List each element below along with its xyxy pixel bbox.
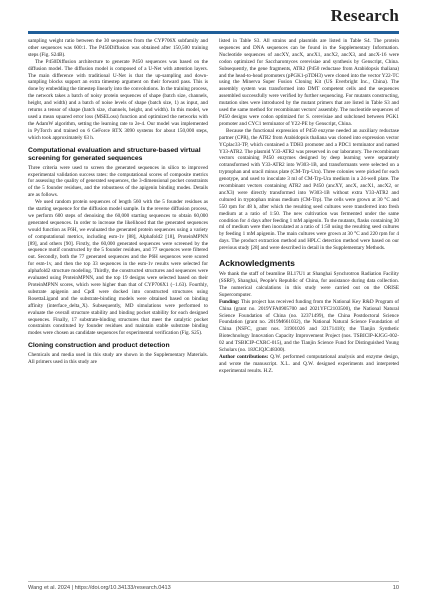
funding-label: Funding: xyxy=(219,298,240,305)
journal-name: Research xyxy=(330,6,399,25)
footer-citation[interactable]: Wang et al. 2024 | https://doi.org/10.34133/research.0413 xyxy=(28,585,171,591)
contributions-label: Author contributions: xyxy=(219,353,269,360)
paragraph: Chemicals and media used in this study are shown in the Supplementary Materials. All primers used in this study are xyxy=(28,352,208,366)
section-heading: Computational evaluation and structure-based virtual screening for generated sequences xyxy=(28,146,201,162)
acknowledgments-heading: Acknowledgments xyxy=(219,258,295,269)
paragraph: listed in Table S3. All strains and plasmids are listed in Table S4. The protein sequences and DNA sequences can be found in the Supplementary Information. Nucleotide sequences of ancXY, ancX, ancX1, ancX2, ancX3, and ancX-16 were codon optimized for Saccharomyces cerevisiae and synthesis by Genscript, China. Subsequently, the gene fragments, ATR2 (P450 reductase from Arabidopsis thaliana) and the head-to-head promoters (pPGK1-pTDH3) were cloned into the vector Y22-TC using the Minerva Super Fusion Cloning Kit (US Everbright Inc., China). The assembly system was transformed into DMT competent cells and the sequences assembled successfully were verified by further sequencing. For mutants constructing, mutation sites were introduced by the mutant primers that are listed in Table S3 and used the same method for recombinant vectors' assembly. The nucleotide sequences of P450 designs were codon optimized for S. cerevisiae and subcloned between PGK1 promoter and CYC1 terminator of Y22-PE by Genscript, China. xyxy=(219,38,399,127)
paragraph: Because the functional expression of P450 enzyme needed an auxiliary reductase partner (CPR), the ATR2 from Arabidopsis thaliana was cloned into expression vector YCplac33-TP, which contained a TDH3 promoter and a PDC1 terminator and named Y33-ATR2. The plasmid Y33-ATR2 was preserved in our laboratory. The recombinant vectors containing P450 enzymes designed by deep learning were separately cotransformed with Y33-ATR2 into W303-1B, and transformants were selected on a tryptophan and uracil minus plate (CM-Trp-Ura). Three colonies were picked for each genotype, and used to inoculate 3 ml of CM-Trp-Ura medium in a 24-well plate. The recombinant vectors containing ATR2 and P450 (ancXY, ancX, ancX1, ancX2, or ancX3) were directly transformed into W303-1B without extra Y33-ATR2 and cultured in tryptophan minus medium (CM-Trp). The cells were grown at 30 °C and 550 rpm for 48 h, after which the resulting seed cultures were transferred into fresh medium at a ratio of 1:50. The new cultivation was fermented under the same condition for 4 days after feeding 1 mM apigenin. To the mutants, flasks containing 30 ml of medium were then inoculated at a ratio of 1:50 using the resulting seed cultures by feeding 1 mM apigenin. The main cultures were grown at 30 °C and 220 rpm for 4 days. The product extraction method and HPLC detection method were based on our previous study [28] and were described in detail in the Supplementary Methods. xyxy=(219,127,399,252)
left-column xyxy=(28,38,208,366)
header-rule xyxy=(28,31,399,34)
paragraph: We used random protein sequences of length 560 with the 5 founder residues as the starting sequence for the diffusion model sample. In the reverse diffusion process, we perform 600 steps of denoising the 60,000 starting sequences to obtain 60,000 generated sequences. In order to increase the likelihood that the generated sequences would function as F6H, we evaluated the generated protein sequences using a variety of computational metrics, including esm-1v [88], Alphafold2 [18], ProteinMPNN [89], and others [90]. Firstly, the 60,000 generated sequences were screened by the sequence motif constructed by the 5 founder residues, and 77 sequences were filtered out. Secondly, both the 77 generated sequences and the P6H sequences were scored for esm-1v, and then the top 33 sequences in the esm-1v results were selected for alphafold2 structure modeling. Thirdly, the constructed structures and sequences were evaluated using ProteinMPNN, and the top 19 designs were selected based on their ProteinMPNN scores, which were higher than that of CYP706X1 (−1.63). Fourthly, substrate apigenin and CpdI were docked into constructed structures using RosettaLigand and the substrate-binding models were obtained based on binding affinity (interface_delta_X). Subsequently, MD simulations were performed to evaluate the overall structure stability and binding pocket stability for each designed sequences. Finally, 17 substrate-binding structures that meet the catalytic pocket constraints constituted by founder residues and maintain stable substrate binding modes were chosen as candidate sequences for experimental verification (Fig. S25). xyxy=(28,199,208,337)
paragraph: sampling weight ratio between the 30 sequences from the CYP706X subfamily and other sequences was 600:1. The P450Diffusion was obtained after 150,500 training steps (Fig. S24B). xyxy=(28,38,208,58)
contributions-text: Q.W. performed computational analysis and enzyme design, and wrote the manuscript. X.L. and Q.W. designed experiments and interpreted experimental results. H.Z. xyxy=(219,353,400,374)
contributions-paragraph xyxy=(219,354,399,375)
paragraph: We thank the staff of beamline BL17U1 at Shanghai Synchrotron Radiation Facility (SSRF), Shanghai, People's Republic of China, for assistance during data collection. The numerical calculations in this study were carried out on the ORISE Supercomputer. xyxy=(219,271,399,298)
right-column xyxy=(219,38,399,375)
paragraph: The P450Diffusion architecture to generate P450 sequences was based on the diffusion model. The diffusion model is composed of a U-Net with attention layers. The main difference with traditional U-Net is that the up-sampling and down-sampling blocks support an extra timestep argument on their forward pass. This is done by embedding the timestep linearly into the convolutions. In the training process, the network takes a batch of noisy protein sequences of shape (batch size, channels, height, and width) and a batch of noise levels of shape (batch size, 1) as input, and returns a tensor of shape (batch size, channels, height, and width). In this model, we used a mean squared error loss (MSELoss) function and optimized the networks with the AdamW algorithm, setting the learning rate to 2e-4. Our model was implemented in PyTorch and trained on 6 GeForce RTX 3090 systems for about 150,000 steps, which took approximately 63 h. xyxy=(28,58,208,141)
funding-text: This project has received funding from the National Key R&D Program of China (grant no. 2019YFA0905700 and 2021YFC2103500), the National Natural Science Foundation of China (no. 32371499), the China Postdoctoral Science Foundation (grant no. 2019M661032), the National Natural Science Foundation of China (NSFC, grant nos. 31901026 and 32171418); the Tianjin Synthetic Biotechnology Innovation Capacity Improvement Project (nos. TSBICIP-KJGG-002-02 and TSBICIP-CXRC-015), and the Tianjin Science Fund for Distinguished Young Scholars (no. 18JCJQJC48300). xyxy=(219,298,399,354)
section-heading: Cloning construction and product detection xyxy=(28,342,170,350)
page-number: 10 xyxy=(392,585,399,591)
paragraph: Three criteria were used to screen the generated sequences in silico to improved experimental validation success rates: the computational scores of composite metrics for assessing the quality of generated sequences, the 3-dimensional pocket constraints of the 5 founder residues, and the robustness of the apigenin binding modes. Details are as follows. xyxy=(28,164,208,199)
funding-paragraph xyxy=(219,299,399,354)
footer-rule xyxy=(28,581,399,582)
